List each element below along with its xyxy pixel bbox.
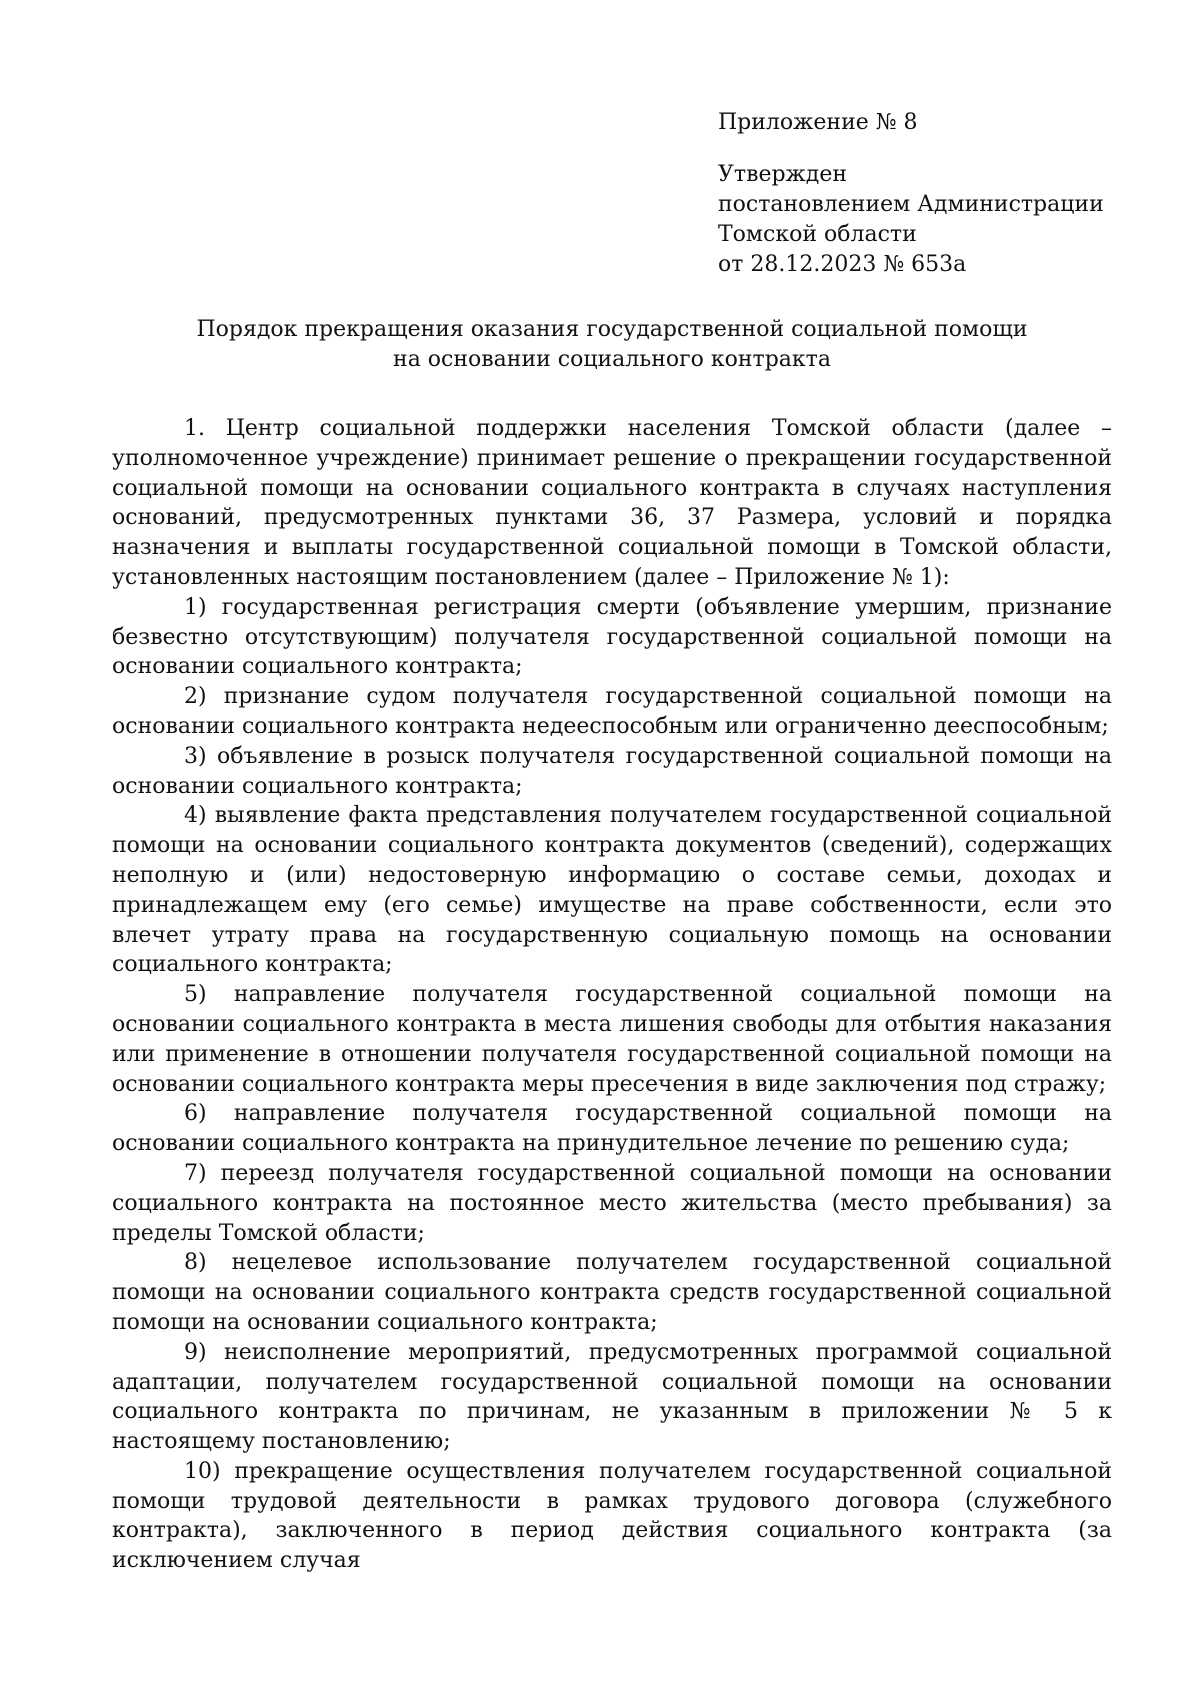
appendix-number: Приложение № 8 <box>718 110 918 135</box>
paragraph-item-2: 2) признание судом получателя государственной социальной помощи на основании социального контракта недееспособным или ограниченно дееспособным; <box>112 684 1112 739</box>
approval-line: от 28.12.2023 № 653а <box>718 252 967 277</box>
paragraph-item-1: 1) государственная регистрация смерти (объявление умершим, признание безвестно отсутствующим) получателя государственной социальной помощи на основании социального контракта; <box>112 594 1112 680</box>
paragraph-item-6: 6) направление получателя государственной социальной помощи на основании социального контракта на принудительное лечение по решению суда; <box>112 1101 1112 1157</box>
paragraph-item-5: 5) направление получателя государственной социальной помощи на основании социального контракта в места лишения свободы для отбытия наказания или применение в отношении получателя государственной социальной помощи на основании социального контракта меры пресечения в виде заключения под стражу; <box>112 982 1112 1097</box>
paragraph-item-8: 8) нецелевое использование получателем государственной социальной помощи на основании социального контракта средств государственной социальной помощи на основании социального контракта; <box>112 1250 1112 1335</box>
paragraph-item-4: 4) выявление факта представления получателем государственной социальной помощи на основании социального контракта документов (сведений), содержащих неполную и (или) недостоверную информацию о составе семьи, доходах и принадлежащем ему (его семье) имуществе на праве собственности, если это влечет утрату права на государственную социальную помощь на основании социального контракта; <box>112 803 1112 978</box>
paragraph-item-10: 10) прекращение осуществления получателем государственной социальной помощи трудовой деятельности в рамках трудового договора (служебного контракта), заключенного в период действия социального контракта (за исключением случая <box>112 1458 1112 1574</box>
document-body <box>112 414 1112 1576</box>
approval-line: Томской области <box>718 222 917 247</box>
paragraph-item-7: 7) переезд получателя государственной социальной помощи на основании социального контракта на постоянное место жительства (место пребывания) за пределы Томской области; <box>112 1160 1112 1246</box>
title-line-2: на основании социального контракта <box>393 347 831 372</box>
title-line-1: Порядок прекращения оказания государственной социальной помощи <box>196 317 1028 342</box>
paragraph-clause-1: 1. Центр социальной поддержки населения Томской области (далее – уполномоченное учреждение) принимает решение о прекращении государственной социальной помощи на основании социального контракта в случаях наступления оснований, предусмотренных пунктами 36, 37 Размера, условий и порядка назначения и выплаты государственной социальной помощи в Томской области, установленных настоящим постановлением (далее – Приложение № 1): <box>112 416 1112 590</box>
approval-line: постановлением Администрации <box>718 192 1104 217</box>
paragraph-item-9: 9) неисполнение мероприятий, предусмотренных программой социальной адаптации, получателем государственной социальной помощи на основании социального контракта по причинам, не указанным в приложении № 5 к настоящему постановлению; <box>112 1339 1112 1455</box>
document-title <box>112 315 1112 375</box>
paragraph-item-3: 3) объявление в розыск получателя государственной социальной помощи на основании социального контракта; <box>112 743 1112 799</box>
approval-line: Утвержден <box>718 162 848 187</box>
approval-block <box>718 108 1148 280</box>
